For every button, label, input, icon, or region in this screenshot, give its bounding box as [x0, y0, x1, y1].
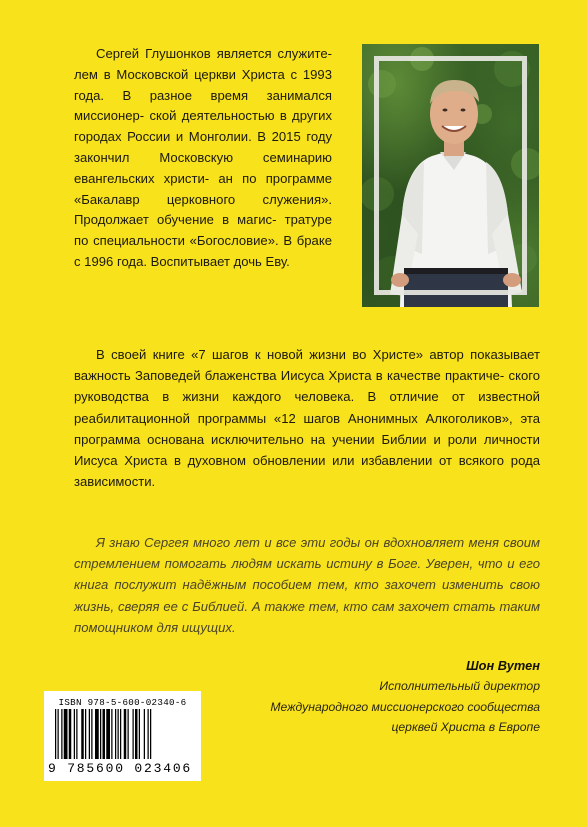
isbn-barcode [44, 691, 201, 781]
barcode-digits: 9 785600 023406 [48, 761, 193, 776]
bio-line: года. В разное время занимался миссионер- [74, 87, 332, 124]
bio-line: служения». Продолжает обучение в магис- [74, 191, 332, 228]
bio-paragraph [74, 44, 332, 273]
description-line: зависимости. [74, 474, 156, 490]
bio-line: ской деятельностью в других городах [74, 108, 333, 145]
endorsement-quote [74, 532, 540, 638]
quote-line: помощником для ищущих. [74, 619, 236, 635]
bio-line: тратуре по специальности «Богословие». [74, 212, 332, 249]
quote-line: Я знаю Сергея много лет и все эти годы он вдохновляет меня своим [96, 535, 540, 550]
bio-line: России и Монголии. В 2015 году закончил [74, 129, 333, 165]
endorser-name: Шон Вутен [466, 658, 540, 673]
isbn-label: ISBN 978-5-600-02340-6 [58, 697, 187, 708]
quote-line: жизнь, сверяя ее с Библией. А также тем, кто сам захочет стать таким [74, 598, 540, 614]
barcode-bars [55, 709, 191, 759]
description-paragraph [74, 344, 540, 492]
book-description [74, 344, 540, 492]
description-line: программа основана исключительно на учении Библии и роли личности [74, 431, 540, 447]
photo-frame [374, 56, 527, 295]
description-line: ского руководства в жизни каждого человека. В отличие от известной [74, 368, 541, 405]
quote-paragraph [74, 532, 540, 638]
description-line: Иисуса Христа в духовном обновлении или избавлении от всякого рода [74, 453, 540, 469]
bio-line: лем в Московской церкви Христа с 1993 [74, 66, 332, 82]
bio-line: Московскую семинарию евангельских христи- [74, 149, 333, 186]
quote-line: стремлением помогать людям искать истину в Боге. Уверен, что и его [74, 556, 540, 572]
bio-line: В браке с 1996 года. Воспитывает дочь Еву. [74, 233, 332, 269]
author-bio [74, 44, 332, 273]
endorser-title-line: церквей Христа в Европе [391, 720, 540, 735]
endorser-title-line: Международного миссионерского сообщества [270, 699, 540, 714]
author-photo [362, 44, 539, 307]
bio-line: ан по программе «Бакалавр церковного [74, 170, 332, 207]
bio-line: Сергей Глушонков является служите- [96, 46, 332, 61]
endorser-title-line: Исполнительный директор [379, 679, 540, 694]
quote-line: книга послужит надёжным пособием тем, кто захочет изменить свою [74, 577, 540, 593]
description-line: важность Заповедей блаженства Иисуса Христа в качестве практиче- [74, 368, 505, 384]
endorser-signature [210, 656, 540, 738]
description-line: реабилитационной программы «12 шагов Анонимных Алкоголиков», эта [74, 410, 540, 426]
description-line: В своей книге «7 шагов к новой жизни во Христе» автор показывает [96, 347, 540, 362]
